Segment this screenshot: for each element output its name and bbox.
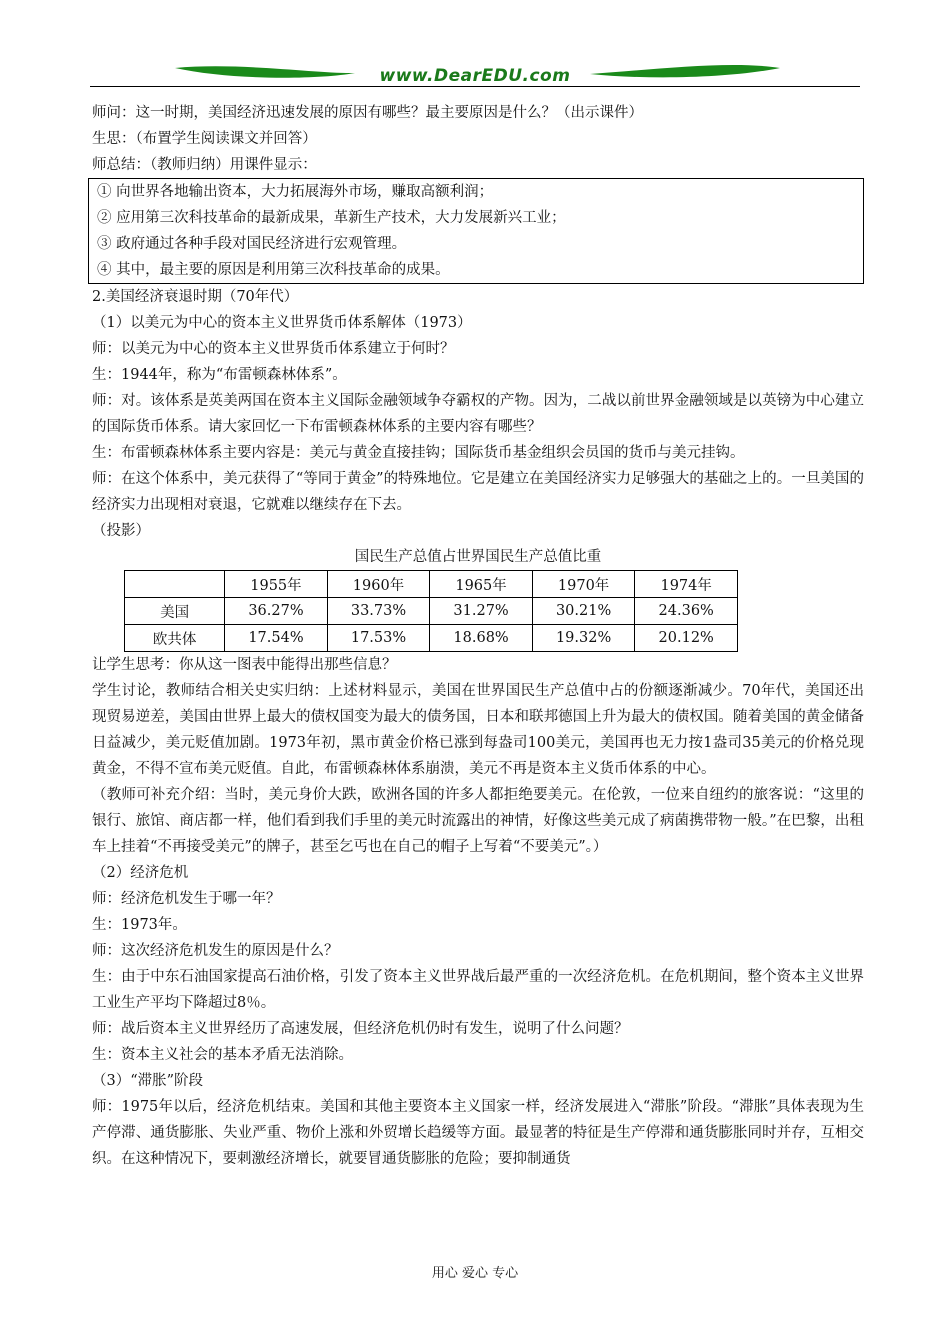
paragraph: 生：1973年。 — [92, 917, 187, 933]
paragraph: （投影） — [92, 523, 150, 539]
paragraph: 师问：这一时期，美国经济迅速发展的原因有哪些？最主要原因是什么？（出示课件） — [92, 105, 643, 121]
table-cell: 24.36% — [635, 598, 738, 625]
paragraph: （教师可补充介绍：当时，美元身价大跌，欧洲各国的许多人都拒绝要美元。在伦敦，一位来自纽约的旅客说：“这里的银行、旅馆、商店都一样，他们看到我们手里的美元时流露出的神情，好像这些美元成了病菌携带物一般。”在巴黎，出租车上挂着“不再接受美元”的牌子，甚至乞丐也在自己的帽子上写着“不要美元”。） — [92, 787, 864, 855]
table-cell: 17.54% — [225, 625, 328, 652]
table-cell: 33.73% — [327, 598, 430, 625]
paragraph: 师：战后资本主义世界经历了高速发展，但经济危机仍时有发生，说明了什么问题？ — [92, 1021, 629, 1037]
summary-item: ③ 政府通过各种手段对国民经济进行宏观管理。 — [97, 236, 407, 252]
table-cell: 美国 — [125, 598, 225, 625]
table-row — [125, 625, 738, 652]
paragraph: 师：经济危机发生于哪一年？ — [92, 891, 281, 907]
subsection-heading: （3）“滞胀”阶段 — [92, 1073, 204, 1089]
site-logo[interactable]: www.DearEDU.com — [379, 66, 571, 86]
subsection-heading: （2）经济危机 — [92, 865, 189, 881]
paragraph: 生：资本主义社会的基本矛盾无法消除。 — [92, 1047, 353, 1063]
table-cell — [125, 571, 225, 598]
paragraph: 师：在这个体系中，美元获得了“等同于黄金”的特殊地位。它是建立在美国经济实力足够强大的基础之上的。一旦美国的经济实力出现相对衰退，它就难以继续存在下去。 — [92, 471, 864, 513]
header-divider — [90, 86, 860, 87]
summary-item: ② 应用第三次科技革命的最新成果，革新生产技术，大力发展新兴工业； — [97, 210, 566, 226]
page-footer: 用心 爱心 专心 — [431, 1266, 519, 1281]
paragraph: 师：对。该体系是英美两国在资本主义国际金融领域争夺霸权的产物。因为，二战以前世界金融领域是以英镑为中心建立的国际货币体系。请大家回忆一下布雷顿森林体系的主要内容有哪些？ — [92, 393, 864, 435]
section-heading: 2.美国经济衰退时期（70年代） — [92, 289, 299, 305]
table-cell: 18.68% — [430, 625, 533, 652]
table-cell: 1955年 — [225, 571, 328, 598]
table-row — [125, 598, 738, 625]
summary-box — [88, 178, 864, 284]
gnp-share-table — [124, 570, 738, 652]
table-cell: 31.27% — [430, 598, 533, 625]
table-cell: 20.12% — [635, 625, 738, 652]
subsection-heading: （1）以美元为中心的资本主义世界货币体系解体（1973） — [92, 315, 472, 331]
paragraph: 师：以美元为中心的资本主义世界货币体系建立于何时？ — [92, 341, 455, 357]
paragraph: 师：1975年以后，经济危机结束。美国和其他主要资本主义国家一样，经济发展进入“滞胀”阶段。“滞胀”具体表现为生产停滞、通货膨胀、失业严重、物价上涨和外贸增长趋缓等方面。最显著的特征是生产停滞和通货膨胀同时并存，互相交织。在这种情况下，要刺激经济增长，就要冒通货膨胀的危险；要抑制通货 — [92, 1099, 864, 1167]
paragraph: 生：布雷顿森林体系主要内容是：美元与黄金直接挂钩；国际货币基金组织会员国的货币与美元挂钩。 — [92, 445, 745, 461]
paragraph: 师：这次经济危机发生的原因是什么？ — [92, 943, 339, 959]
table-cell: 1970年 — [532, 571, 635, 598]
table-cell: 1960年 — [327, 571, 430, 598]
paragraph: 生思：（布置学生阅读课文并回答） — [92, 131, 317, 147]
paragraph: 学生讨论，教师结合相关史实归纳：上述材料显示，美国在世界国民生产总值中占的份额逐渐减少。70年代，美国还出现贸易逆差，美国由世界上最大的债权国变为最大的债务国，日本和联邦德国上升为最大的债权国。随着美国的黄金储备日益减少，美元贬值加剧。1973年初，黑市黄金价格已涨到每盎司100美元，美国再也无力按1盎司35美元的价格兑现黄金，不得不宣布美元贬值。自此，布雷顿森林体系崩溃，美元不再是资本主义货币体系的中心。 — [92, 683, 864, 777]
table-cell: 19.32% — [532, 625, 635, 652]
table-cell: 17.53% — [327, 625, 430, 652]
paragraph: 师总结：（教师归纳）用课件显示： — [92, 157, 317, 173]
table-cell: 36.27% — [225, 598, 328, 625]
document-body — [92, 100, 864, 1172]
table-caption: 国民生产总值占世界国民生产总值比重 — [354, 549, 602, 565]
paragraph: 生：1944年，称为“布雷顿森林体系”。 — [92, 367, 347, 383]
table-cell: 欧共体 — [125, 625, 225, 652]
table-header-row — [125, 571, 738, 598]
table-cell: 1974年 — [635, 571, 738, 598]
summary-item: ① 向世界各地输出资本，大力拓展海外市场，赚取高额利润； — [97, 184, 494, 200]
table-cell: 30.21% — [532, 598, 635, 625]
paragraph: 生：由于中东石油国家提高石油价格，引发了资本主义世界战后最严重的一次经济危机。在危机期间，整个资本主义世界工业生产平均下降超过8％。 — [92, 969, 864, 1011]
table-cell: 1965年 — [430, 571, 533, 598]
summary-item: ④ 其中，最主要的原因是利用第三次科技革命的成果。 — [97, 262, 450, 278]
paragraph: 让学生思考：你从这一图表中能得出那些信息？ — [92, 657, 397, 673]
